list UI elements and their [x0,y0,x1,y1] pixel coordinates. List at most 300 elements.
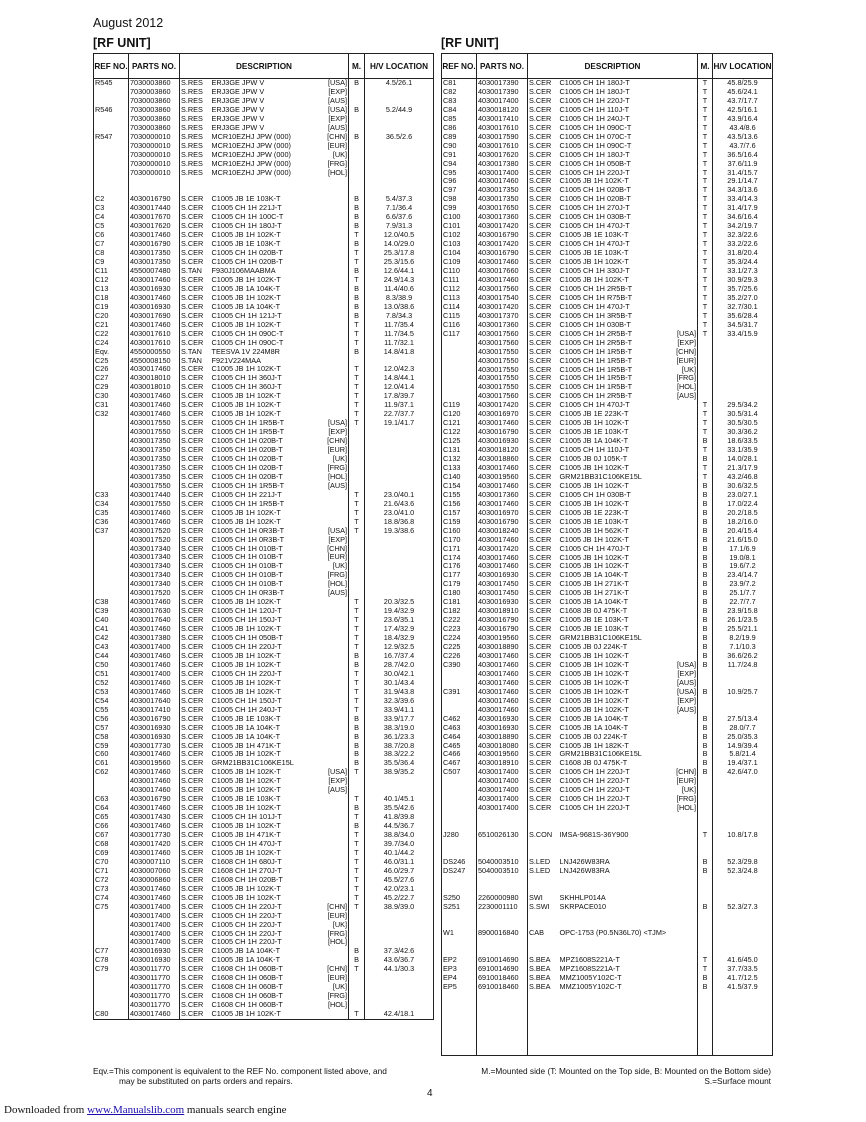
part-type: S.CER [180,992,211,1001]
table-row [442,285,773,294]
region: [HOL] [669,383,698,392]
table-row [94,822,434,831]
mounted-side: T [349,795,365,804]
mounted-side [698,822,713,831]
hv-location: 41.5/37.9 [713,983,773,992]
part-type: S.RES [180,88,211,97]
ref-no [442,697,477,706]
region [320,652,349,661]
region: [USA] [320,768,349,777]
table-row [442,500,773,509]
part-type: S.CER [180,231,211,240]
description: C1005 CH 1H 240J-T [211,705,282,714]
part-type: S.CER [528,151,559,160]
description: GRM21BB31C106KE15L [559,634,642,643]
description: C1608 JB 0J 475K-T [559,607,628,616]
part-type: S.CER [180,536,211,545]
mounted-side: T [349,500,365,509]
mounted-side: T [349,392,365,401]
mounted-side: B [698,867,713,876]
hv-location [365,571,434,580]
part-type [528,938,559,947]
table-row [94,553,434,562]
region: [AUS] [320,124,349,133]
parts-no: 4030017460 [477,679,528,688]
part-type: S.LED [528,858,559,867]
mounted-side [698,876,713,885]
parts-no: 4030017460 [477,652,528,661]
hv-location: 52.3/29.8 [713,858,773,867]
mounted-side: T [349,419,365,428]
description: C1005 JB 1H 102K-T [559,669,629,678]
part-type: S.CER [528,115,559,124]
mounted-side: T [698,446,713,455]
description: C1005 JB 1E 103K-T [559,625,629,634]
parts-no: 7030003860 [129,106,180,115]
ref-no: C157 [442,509,477,518]
ref-no: C24 [94,339,129,348]
ref-no: C182 [442,607,477,616]
part-type: S.CER [528,742,559,751]
mounted-side [349,160,365,169]
table-row [442,339,773,348]
ref-no: C180 [442,589,477,598]
hv-location: 13.0/38.6 [365,303,434,312]
region [669,607,698,616]
region [669,285,698,294]
hv-location: 29.1/14.7 [713,177,773,186]
parts-no: 4030017460 [477,419,528,428]
parts-no: 4030017620 [129,222,180,231]
ref-no [442,1046,477,1055]
ref-no: C140 [442,473,477,482]
ref-no [442,840,477,849]
description: C1005 JB 1H 102K-T [559,562,629,571]
ref-no: C110 [442,267,477,276]
mounted-side: T [698,428,713,437]
parts-no: 4030017460 [477,258,528,267]
description: C1005 CH 1H 220J-T [211,643,282,652]
parts-no: 4030016790 [477,625,528,634]
description: C1005 JB 1H 102K-T [211,660,281,669]
mounted-side: T [349,670,365,679]
ref-no [94,562,129,571]
hv-location: 33.1/35.9 [713,446,773,455]
table-row [442,267,773,276]
mounted-side: B [349,822,365,831]
part-type: S.CER [528,706,559,715]
region: [HOL] [320,473,349,482]
table-row [94,580,434,589]
part-type: S.CER [180,947,211,956]
ref-no: C2 [94,195,129,204]
parts-no [477,813,528,822]
part-type: S.CER [180,921,211,930]
ref-no: EP3 [442,965,477,974]
parts-no [477,912,528,921]
description [559,938,669,947]
region: [FRG] [320,571,349,580]
table-row [442,545,773,554]
region [320,249,349,258]
part-type: S.CER [180,598,211,607]
ref-no [94,580,129,589]
region [669,124,698,133]
region [669,562,698,571]
hv-location: 35.7/25.6 [713,285,773,294]
description: MMZ1005Y102C-T [559,983,622,992]
mounted-side [349,553,365,562]
mounted-side: T [698,410,713,419]
region [320,724,349,733]
mounted-side: T [349,258,365,267]
ref-no [442,885,477,894]
hv-location: 43.6/36.7 [365,956,434,965]
part-type: S.CER [528,204,559,213]
part-type: S.CER [180,374,211,383]
part-type: S.RES [180,79,211,88]
region [669,580,698,589]
ref-no: C86 [442,124,477,133]
mounted-side: T [349,616,365,625]
region: [FRG] [320,992,349,1001]
parts-no: 4030016970 [477,509,528,518]
part-type: S.CER [180,491,211,500]
part-type: S.CER [180,1010,211,1019]
ref-no [94,124,129,133]
part-type: S.CER [180,733,211,742]
hv-location: 25.3/17.8 [365,249,434,258]
table-row [442,670,773,679]
parts-no: 4030017730 [129,742,180,751]
description: C1608 CH 1H 060B-T [211,974,283,983]
mounted-side: T [349,527,365,536]
region: [FRG] [320,160,349,169]
description: C1005 CH 1H 070C-T [559,132,632,141]
hv-location: 31.9/43.8 [365,688,434,697]
part-type: S.CER [180,894,211,903]
table-row [94,974,434,983]
ref-no: C30 [94,392,129,401]
part-type: S.CER [180,195,211,204]
mounted-side [698,885,713,894]
mounted-side [698,813,713,822]
part-type: S.CER [180,482,211,491]
parts-no: 4030017460 [129,1010,180,1019]
table-row [442,562,773,571]
mounted-side: T [698,249,713,258]
parts-no: 6910014690 [477,965,528,974]
region: [AUS] [320,786,349,795]
manualslib-link[interactable]: www.Manualslib.com [87,1104,185,1116]
ref-no: C179 [442,580,477,589]
table-row [94,661,434,670]
description [211,186,320,195]
part-type: S.CER [528,733,559,742]
region [320,321,349,330]
mounted-side: T [349,321,365,330]
description: C1005 CH 1H 220J-T [559,777,630,786]
hv-location [713,1028,773,1037]
mounted-side: B [698,482,713,491]
ref-no [94,473,129,482]
mounted-side: B [698,571,713,580]
hv-location: 32.7/30.1 [713,303,773,312]
ref-no: C156 [442,500,477,509]
region [669,813,698,822]
parts-no: 4030019560 [477,634,528,643]
hv-location: 52.3/24.8 [713,867,773,876]
table-row [94,670,434,679]
part-type [528,920,559,929]
hv-location: 38.9/35.2 [365,768,434,777]
region [320,858,349,867]
mounted-side [698,1046,713,1055]
hv-location: 4.5/26.1 [365,79,434,88]
ref-no [94,437,129,446]
region [669,195,698,204]
mounted-side: T [349,634,365,643]
table-row [442,464,773,473]
hv-location: 21.6/43.6 [365,500,434,509]
description: ERJ3GE JPW V [211,96,265,105]
part-type: S.CER [180,840,211,849]
parts-no [129,177,180,186]
mounted-side: B [349,804,365,813]
table-row [442,536,773,545]
mounted-side [698,920,713,929]
table-row [442,276,773,285]
hv-location [365,938,434,947]
ref-no: C99 [442,204,477,213]
part-type [528,1028,559,1037]
region [669,947,698,956]
parts-no [477,822,528,831]
region [320,607,349,616]
parts-no: 4030017660 [477,267,528,276]
hv-location [365,545,434,554]
ref-no [94,464,129,473]
mounted-side: T [698,258,713,267]
description: C1005 CH 1H 180J-T [559,150,630,159]
part-type: S.CER [528,258,559,267]
region [669,858,698,867]
mounted-side: B [698,983,713,992]
table-row [94,285,434,294]
table-row [442,804,773,813]
mounted-side [698,339,713,348]
mounted-side [349,97,365,106]
table-row [442,929,773,938]
table-row [94,464,434,473]
description: C1005 CH 1H 020B-T [211,472,283,481]
hv-location: 11.9/37.1 [365,401,434,410]
table-row [442,330,773,339]
region [669,455,698,464]
mounted-side [349,912,365,921]
region: [HOL] [320,938,349,947]
ref-no [442,938,477,947]
description: C1608 JB 0J 475K-T [559,759,628,768]
table-row [442,204,773,213]
description: C1005 CH 1H 220J-T [559,795,630,804]
mounted-side [349,455,365,464]
hv-location [713,938,773,947]
region [320,885,349,894]
table-row [442,974,773,983]
description: C1005 CH 1H 020B-T [211,446,283,455]
mounted-side: B [698,768,713,777]
table-row [94,813,434,822]
description: C1005 CH 1H 110J-T [559,105,630,114]
table-row [442,79,773,88]
mounted-side [698,947,713,956]
region: [FRG] [669,795,698,804]
table-row [94,88,434,97]
parts-no: 4030017460 [129,786,180,795]
region [320,831,349,840]
part-type: S.CER [180,858,211,867]
table-row [442,777,773,786]
ref-no: C67 [94,831,129,840]
table-row [442,706,773,715]
region: [CHN] [320,545,349,554]
mounted-side: T [349,509,365,518]
parts-no: 4030017460 [477,697,528,706]
region [320,1010,349,1019]
description: C1608 CH 1H 270J-T [211,866,282,875]
mounted-side: T [349,849,365,858]
description: C1005 JB 1H 102K-T [211,392,281,401]
parts-no: 4030017460 [129,410,180,419]
mounted-side [349,464,365,473]
parts-no: 4030017460 [477,688,528,697]
ref-no: C177 [442,571,477,580]
region [669,294,698,303]
description: C1005 JB 1H 102K-T [211,625,281,634]
ref-no: C95 [442,169,477,178]
ref-no [442,357,477,366]
hv-location [713,1037,773,1046]
description: C1005 CH 1H 220J-T [559,786,630,795]
hv-location: 7.9/31.3 [365,222,434,231]
ref-no: C34 [94,500,129,509]
ref-no: C97 [442,186,477,195]
part-type: S.CER [180,822,211,831]
parts-no: 4030017460 [477,706,528,715]
hv-location: 18.2/16.0 [713,518,773,527]
hv-location: 12.9/32.5 [365,643,434,652]
table-row [442,795,773,804]
description: C1005 JB 1H 102K-T [559,258,629,267]
part-type: S.BEA [528,965,559,974]
parts-no: 4030017360 [477,213,528,222]
hv-location [713,1019,773,1028]
mounted-side: T [698,142,713,151]
part-type: S.CER [180,580,211,589]
hv-location: 22.7/7.7 [713,598,773,607]
region [669,571,698,580]
hv-location [713,1046,773,1055]
description: C1608 CH 1H 020B-T [211,875,283,884]
parts-no [477,1046,528,1055]
table-row [94,339,434,348]
mounted-side: T [698,965,713,974]
table-row [442,554,773,563]
region [320,634,349,643]
mounted-side: T [698,330,713,339]
mounted-side: T [349,401,365,410]
hv-location: 30.0/42.1 [365,670,434,679]
hv-location [365,169,434,178]
ref-no: C19 [94,303,129,312]
region [669,894,698,903]
ref-no: C39 [94,607,129,616]
col-mounted: M. [698,54,713,79]
part-type: S.RES [180,160,211,169]
hv-location [713,392,773,401]
ref-no [442,1001,477,1010]
parts-no: 4030017460 [477,554,528,563]
table-row [442,724,773,733]
part-type: S.CER [528,491,559,500]
mounted-side: T [349,410,365,419]
ref-no: C8 [94,249,129,258]
hv-location: 7.8/34.3 [365,312,434,321]
ref-no [94,482,129,491]
table-row [442,491,773,500]
description [559,876,669,885]
ref-no: C75 [94,903,129,912]
region [669,920,698,929]
region: [EUR] [669,357,698,366]
region [669,267,698,276]
part-type: S.CER [528,688,559,697]
table-row [94,177,434,186]
hv-location: 30.1/43.4 [365,679,434,688]
mounted-side [698,1028,713,1037]
description [559,885,669,894]
ref-no: W1 [442,929,477,938]
ref-no [442,339,477,348]
ref-no: C226 [442,652,477,661]
description [559,840,669,849]
part-type: S.CER [180,312,211,321]
table-row [94,437,434,446]
ref-no: C463 [442,724,477,733]
ref-no: C78 [94,956,129,965]
ref-no [442,383,477,392]
ref-no: C69 [94,849,129,858]
table-row [94,106,434,115]
hv-location: 35.5/42.6 [365,804,434,813]
region [669,491,698,500]
table-row [94,428,434,437]
table-row [94,777,434,786]
part-type: S.CER [180,410,211,419]
description: GRM21BB31C106KE15L [211,759,294,768]
region [320,715,349,724]
ref-no: C53 [94,688,129,697]
region: [EUR] [320,446,349,455]
mounted-side: T [349,813,365,822]
table-row [94,903,434,912]
mounted-side: B [349,733,365,742]
mounted-side: T [698,294,713,303]
mounted-side: T [349,330,365,339]
description: C1005 JB 1E 103K-T [211,795,281,804]
parts-no: 4030017550 [129,500,180,509]
